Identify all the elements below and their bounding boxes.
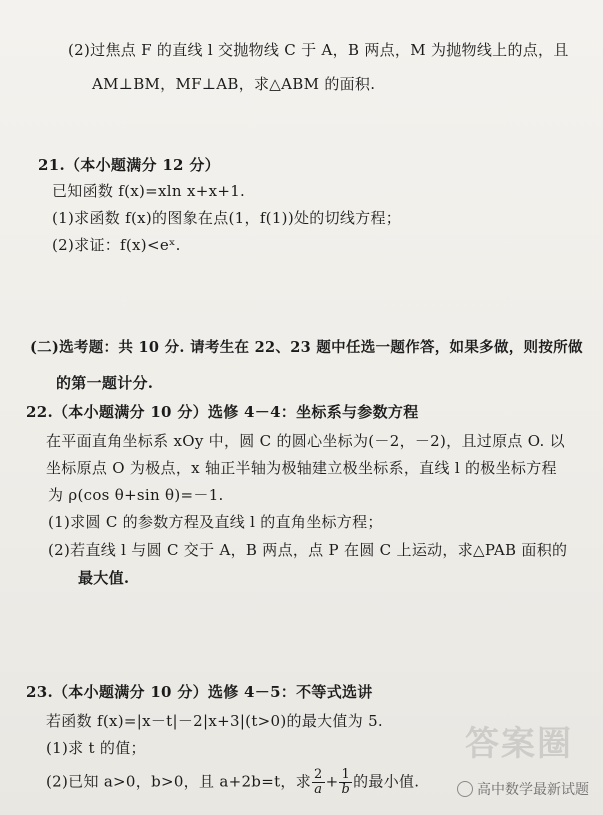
problem23-part2-suffix: 的最小值. bbox=[353, 772, 420, 791]
problem23-part1: (1)求 t 的值； bbox=[46, 739, 146, 757]
fraction-1-over-b bbox=[339, 768, 352, 797]
problem23-part2 bbox=[46, 768, 419, 797]
fraction2-denominator: b bbox=[341, 782, 351, 797]
problem22-line2: 坐标原点 O 为极点，x 轴正半轴为极轴建立极坐标系，直线 l 的极坐标方程 bbox=[46, 459, 557, 477]
wechat-icon bbox=[457, 781, 473, 797]
problem21-given: 已知函数 f(x)=xln x+x+1. bbox=[52, 182, 246, 200]
fraction1-denominator: a bbox=[314, 782, 323, 797]
watermark-logo: 答案圈 bbox=[465, 724, 573, 764]
problem22-part2-line1: (2)若直线 l 与圆 C 交于 A，B 两点，点 P 在圆 C 上运动，求△PAB 面积的 bbox=[48, 541, 568, 559]
problem21-header: 21.（本小题满分 12 分） bbox=[38, 156, 220, 174]
problem21-part2: (2)求证：f(x)<eˣ. bbox=[52, 236, 181, 254]
problem23-header: 23.（本小题满分 10 分）选修 4－5：不等式选讲 bbox=[26, 683, 373, 701]
fraction2-numerator: 1 bbox=[339, 768, 352, 783]
fraction1-numerator: 2 bbox=[314, 767, 323, 782]
problem21-part1: (1)求函数 f(x)的图象在点(1，f(1))处的切线方程； bbox=[52, 209, 402, 227]
fraction-2-over-a bbox=[312, 768, 325, 797]
problem22-line3: 为 ρ(cos θ+sin θ)=－1. bbox=[48, 486, 224, 504]
problem23-given: 若函数 f(x)=|x－t|－2|x+3|(t>0)的最大值为 5. bbox=[46, 712, 383, 730]
plus-sign: + bbox=[325, 772, 339, 791]
problem22-line1: 在平面直角坐标系 xOy 中，圆 C 的圆心坐标为(－2，－2)，且过原点 O. 以 bbox=[46, 432, 565, 450]
watermark-source bbox=[457, 779, 589, 799]
problem23-part2-prefix: (2)已知 a>0，b>0，且 a+2b=t，求 bbox=[46, 772, 312, 791]
problem22-header: 22.（本小题满分 10 分）选修 4－4：坐标系与参数方程 bbox=[26, 403, 419, 421]
problem22-part2-line2: 最大值. bbox=[78, 569, 130, 587]
watermark-source-text: 高中数学最新试题 bbox=[477, 782, 589, 798]
section2-line1: (二)选考题：共 10 分. 请考生在 22、23 题中任选一题作答，如果多做，则按所做 bbox=[30, 339, 583, 356]
section2-line2: 的第一题计分. bbox=[56, 374, 154, 392]
problem22-part1: (1)求圆 C 的参数方程及直线 l 的直角坐标方程； bbox=[48, 513, 383, 531]
problem20-part2-line1: (2)过焦点 F 的直线 l 交抛物线 C 于 A，B 两点，M 为抛物线上的点，且 bbox=[68, 41, 569, 59]
problem20-part2-line2: AM⊥BM，MF⊥AB，求△ABM 的面积. bbox=[92, 75, 376, 93]
